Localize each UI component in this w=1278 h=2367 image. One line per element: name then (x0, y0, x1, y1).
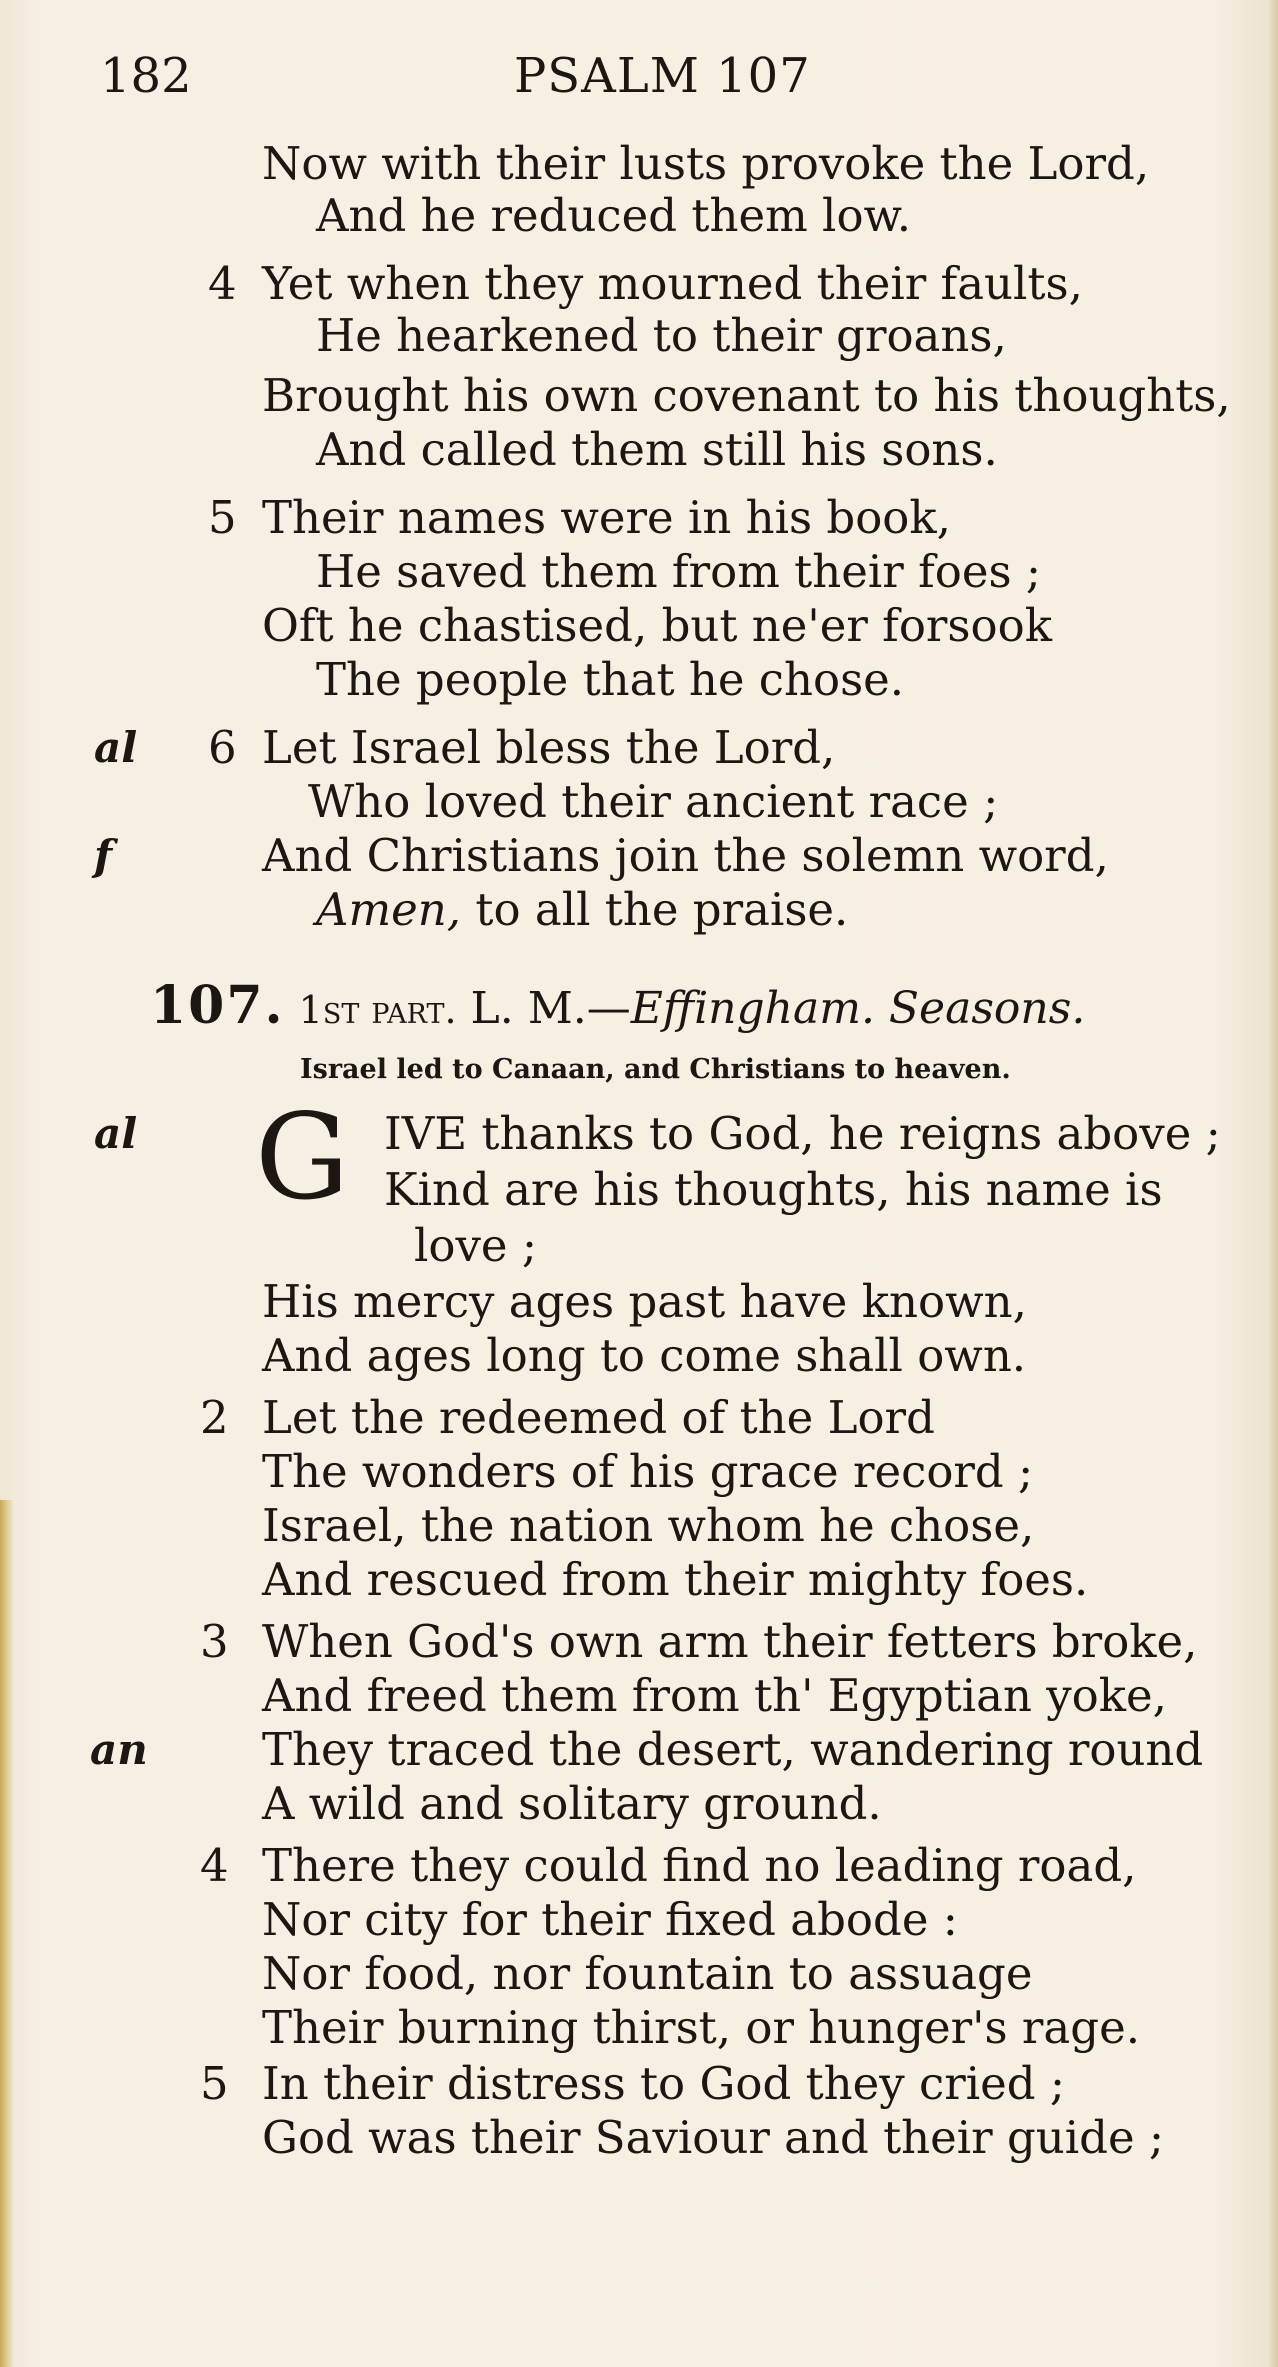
dynamic-mark: f (94, 831, 113, 880)
dynamic-mark: an (90, 1725, 148, 1774)
verse-line: A wild and solitary ground. (262, 1777, 882, 1830)
meter-label: L. M.— (470, 983, 631, 1034)
verse-line: Now with their lusts provoke the Lord, (262, 137, 1150, 190)
verse-line: There they could find no leading road, (262, 1839, 1137, 1892)
verse-line: Kind are his thoughts, his name is (384, 1163, 1163, 1216)
verse-line: He hearkened to their groans, (316, 309, 1007, 362)
verse-line: Let Israel bless the Lord, (262, 721, 836, 774)
hymn-subtitle: Israel led to Canaan, and Christians to heaven. (300, 1054, 1011, 1085)
verse-line: Nor food, nor fountain to assuage (262, 1947, 1033, 2000)
stanza-number: 3 (200, 1615, 229, 1668)
verse-line: And he reduced them low. (316, 189, 912, 242)
verse-line: The people that he chose. (316, 653, 905, 706)
verse-line: Nor city for their fixed abode : (262, 1893, 958, 1946)
dynamic-mark: al (94, 723, 138, 772)
verse-line: Their burning thirst, or hunger's rage. (262, 2001, 1141, 2054)
verse-line: Oft he chastised, but ne'er forsook (262, 599, 1052, 652)
verse-line: And freed them from th' Egyptian yoke, (262, 1669, 1167, 1722)
page-edge-right (1268, 0, 1278, 2367)
verse-line: Israel, the nation whom he chose, (262, 1499, 1035, 1552)
verse-line: And rescued from their mighty foes. (262, 1553, 1089, 1606)
stanza-number: 5 (208, 491, 237, 544)
verse-line: His mercy ages past have known, (262, 1275, 1027, 1328)
verse-line: IVE thanks to God, he reigns above ; (384, 1107, 1221, 1160)
verse-line: He saved them from their foes ; (316, 545, 1042, 598)
part-label: 1st part. (298, 988, 457, 1032)
verse-line-rest: to all the praise. (461, 883, 849, 936)
page-bottom-margin (0, 2200, 1278, 2367)
verse-line: Who loved their ancient race ; (308, 775, 999, 828)
running-title: PSALM 107 (514, 48, 811, 104)
hymn-number: 107. (150, 975, 285, 1036)
verse-line-amen (316, 884, 848, 936)
amen-word: Amen, (316, 883, 462, 936)
verse-line: love ; (414, 1219, 538, 1272)
verse-line: God was their Saviour and their guide ; (262, 2111, 1165, 2164)
verse-line: Yet when they mourned their faults, (262, 257, 1083, 310)
stanza-number: 5 (200, 2057, 229, 2110)
verse-line: Let the redeemed of the Lord (262, 1391, 935, 1444)
stanza-number: 4 (208, 257, 237, 310)
verse-line: And called them still his sons. (316, 423, 998, 476)
verse-line: Brought his own covenant to his thoughts, (262, 369, 1231, 422)
dynamic-mark: al (94, 1109, 138, 1158)
stanza-number: 4 (200, 1839, 229, 1892)
verse-line: They traced the desert, wandering round (262, 1723, 1204, 1776)
drop-cap: G (255, 1088, 350, 1226)
verse-line: Their names were in his book, (262, 491, 951, 544)
verse-line: And Christians join the solemn word, (262, 829, 1109, 882)
stanza-number: 6 (208, 721, 237, 774)
verse-line: When God's own arm their fetters broke, (262, 1615, 1198, 1668)
verse-line: The wonders of his grace record ; (262, 1445, 1034, 1498)
stanza-number: 2 (200, 1391, 229, 1444)
page-number: 182 (100, 48, 192, 104)
verse-line: In their distress to God they cried ; (262, 2057, 1066, 2110)
tune-names: Effingham. Seasons. (630, 983, 1086, 1034)
hymn-heading (150, 976, 1085, 1036)
verse-line: And ages long to come shall own. (262, 1329, 1027, 1382)
